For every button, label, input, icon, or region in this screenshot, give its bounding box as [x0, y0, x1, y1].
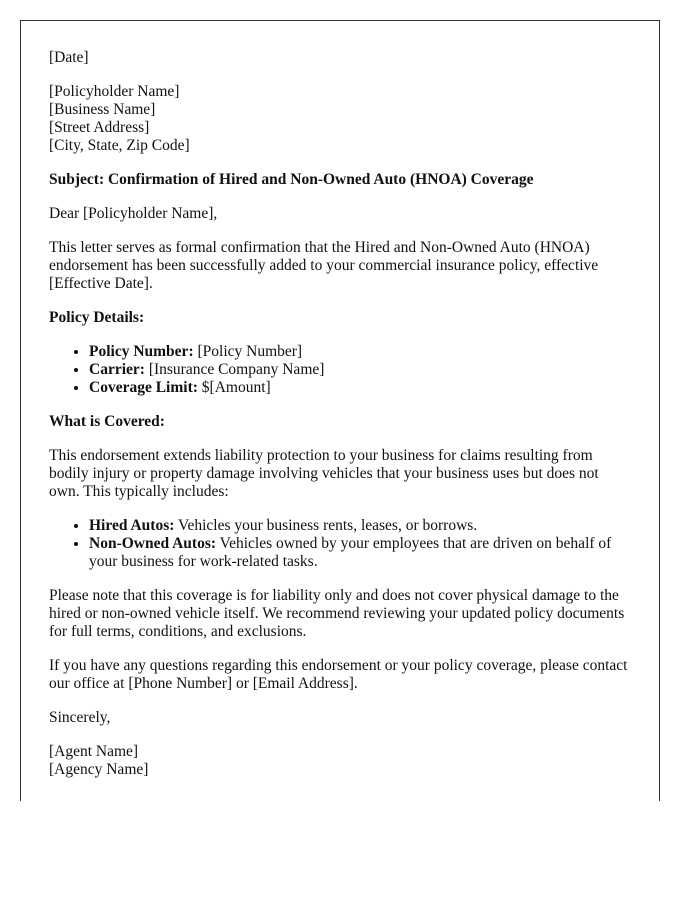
salutation: Dear [Policyholder Name],	[49, 205, 218, 222]
recipient-name: [Policyholder Name]	[49, 83, 180, 100]
policy-number-label: Policy Number:	[89, 343, 194, 360]
policy-details-heading: Policy Details:	[49, 309, 145, 326]
contact-paragraph: If you have any questions regarding this endorsement or your policy coverage, please contact our office at [Phone Number] or [Email Address].	[49, 657, 628, 692]
letter-subject: Subject: Confirmation of Hired and Non-Owned Auto (HNOA) Coverage	[49, 171, 534, 188]
recipient-business: [Business Name]	[49, 101, 156, 118]
agent-name: [Agent Name]	[49, 743, 139, 760]
letter-date: [Date]	[49, 49, 89, 66]
policy-number-item	[89, 343, 631, 361]
carrier-item	[89, 361, 631, 379]
non-owned-autos-item	[89, 535, 631, 571]
letter-page	[20, 20, 660, 801]
coverage-limit-value: $[Amount]	[197, 379, 271, 396]
carrier-value: [Insurance Company Name]	[144, 361, 325, 378]
recipient-city-state-zip: [City, State, Zip Code]	[49, 137, 190, 154]
carrier-label: Carrier:	[89, 361, 145, 378]
coverage-list	[49, 517, 631, 571]
hired-autos-label: Hired Autos:	[89, 517, 175, 534]
coverage-heading: What is Covered:	[49, 413, 165, 430]
coverage-description: This endorsement extends liability protection to your business for claims resulting from bodily injury or property damage involving vehicles that your business uses but does not own. This typically includes:	[49, 447, 599, 500]
intro-paragraph: This letter serves as formal confirmation that the Hired and Non-Owned Auto (HNOA) endorsement has been successfully added to your commercial insurance policy, effective [Effective Date].	[49, 239, 599, 292]
non-owned-autos-label: Non-Owned Autos:	[89, 535, 217, 552]
closing: Sincerely,	[49, 709, 111, 726]
hired-autos-item	[89, 517, 631, 535]
policy-details-list	[49, 343, 631, 397]
hired-autos-value: Vehicles your business rents, leases, or borrows.	[174, 517, 478, 534]
coverage-limit-label: Coverage Limit:	[89, 379, 198, 396]
policy-number-value: [Policy Number]	[193, 343, 303, 360]
recipient-street: [Street Address]	[49, 119, 150, 136]
agency-name: [Agency Name]	[49, 761, 149, 778]
note-paragraph: Please note that this coverage is for liability only and does not cover physical damage to the hired or non-owned vehicle itself. We recommend reviewing your updated policy documents for full terms, conditions, and exclusions.	[49, 587, 625, 640]
recipient-address-block	[49, 83, 631, 155]
coverage-limit-item	[89, 379, 631, 397]
signature-block	[49, 743, 631, 779]
non-owned-autos-value: Vehicles owned by your employees that are driven on behalf of your business for work-related tasks.	[89, 535, 612, 570]
